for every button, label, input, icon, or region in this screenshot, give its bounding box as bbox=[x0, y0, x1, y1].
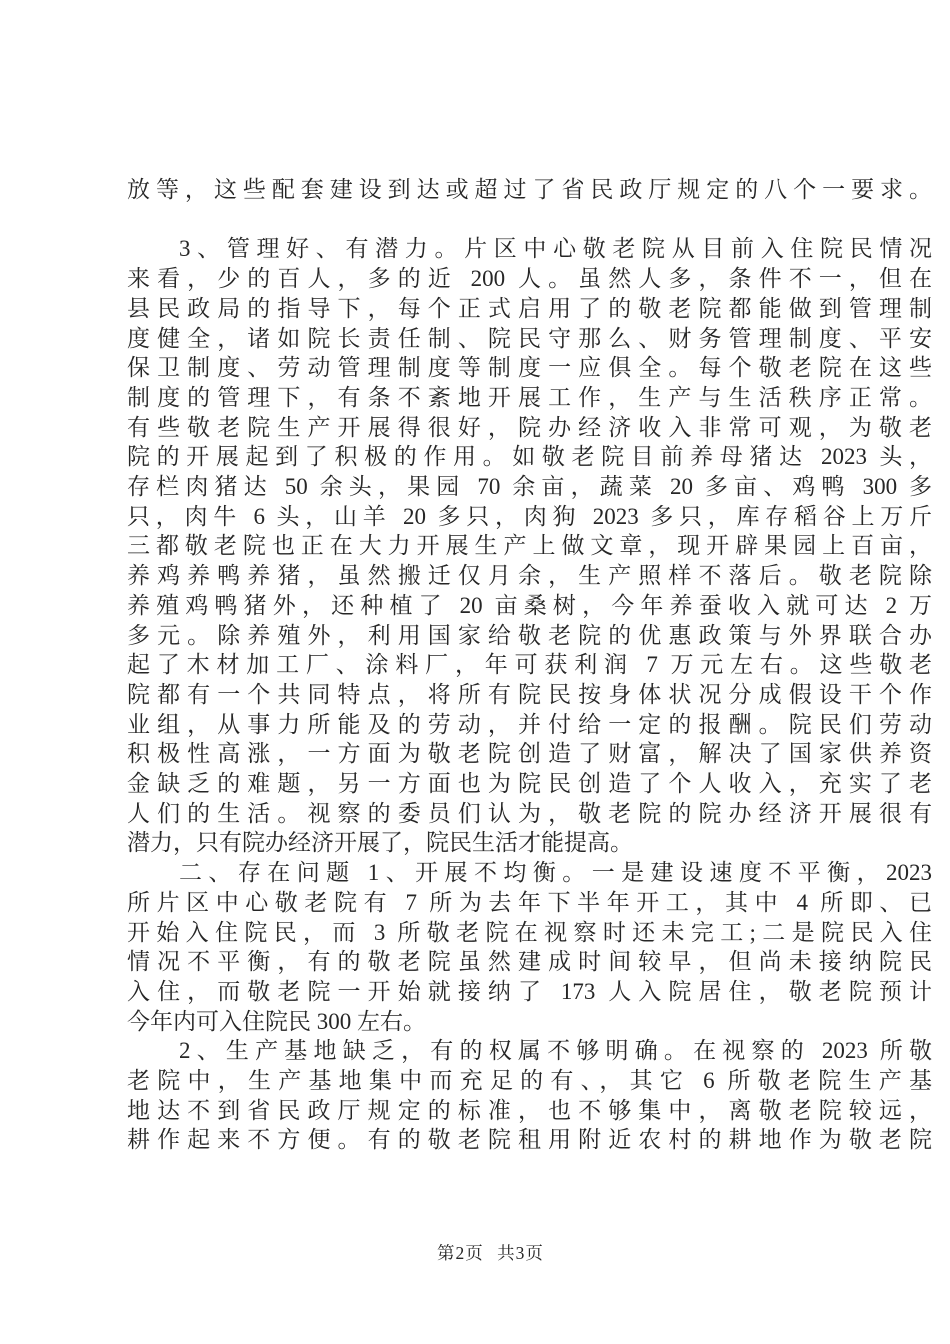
text-line: 院的开展起到了积极的作用。如敬老院目前养母猪达 2023 头， bbox=[127, 444, 932, 470]
text-line: 县民政局的指导下，每个正式启用了的敬老院都能做到管理制 bbox=[127, 295, 932, 321]
text-line: 来看，少的百人，多的近 200 人。虽然人多，条件不一，但在 bbox=[127, 266, 932, 292]
blank-line bbox=[127, 205, 932, 235]
text-line: 今年内可入住院民 300 左右。 bbox=[127, 1008, 426, 1034]
text-line: 有些敬老院生产开展得很好，院办经济收入非常可观，为敬老 bbox=[127, 414, 932, 440]
text-line: 养鸡养鸭养猪，虽然搬迁仅月余，生产照样不落后。敬老院除 bbox=[127, 563, 932, 589]
text-line: 人们的生活。视察的委员们认为，敬老院的院办经济开展很有 bbox=[127, 800, 932, 826]
page-body-text bbox=[127, 175, 932, 1155]
paragraph bbox=[127, 858, 932, 1036]
text-line: 耕作起来不方便。有的敬老院租用附近农村的耕地作为敬老院 bbox=[127, 1127, 932, 1153]
text-line: 积极性高涨，一方面为敬老院创造了财富，解决了国家供养资 bbox=[127, 741, 932, 767]
text-line: 三都敬老院也正在大力开展生产上做文章，现开辟果园上百亩， bbox=[127, 533, 932, 559]
page-footer bbox=[437, 1242, 544, 1264]
text-line: 业组，从事力所能及的劳动，并付给一定的报酬。院民们劳动 bbox=[127, 711, 932, 737]
text-line: 存栏肉猪达 50 余头，果园 70 余亩，蔬菜 20 多亩、鸡鸭 300 多 bbox=[127, 474, 932, 500]
text-line: 3、管理好、有潜力。片区中心敬老院从目前入住院民情况 bbox=[179, 236, 932, 262]
paragraph bbox=[127, 175, 932, 205]
text-line: 潜力，只有院办经济开展了，院民生活才能提高。 bbox=[127, 830, 633, 856]
text-line: 二、存在问题 1、开展不均衡。一是建设速度不平衡，2023 bbox=[179, 860, 932, 886]
text-line: 入住，而敬老院一开始就接纳了 173 人入院居住，敬老院预计 bbox=[127, 978, 932, 1004]
text-line: 情况不平衡，有的敬老院虽然建成时间较早，但尚未接纳院民 bbox=[127, 949, 932, 975]
page-number-indicator: 第2页 共3页 bbox=[437, 1243, 544, 1263]
text-line: 只，肉牛 6 头，山羊 20 多只，肉狗 2023 多只，库存稻谷上万斤 bbox=[127, 503, 932, 529]
text-line: 起了木材加工厂、涂料厂，年可获利润 7 万元左右。这些敬老 bbox=[127, 652, 933, 678]
text-line: 放等，这些配套建设到达或超过了省民政厅规定的八个一要求。 bbox=[127, 177, 932, 202]
paragraph bbox=[127, 1036, 932, 1155]
text-line: 2、生产基地缺乏，有的权属不够明确。在视察的 2023 所敬 bbox=[179, 1038, 932, 1064]
text-line: 地达不到省民政厅规定的标准，也不够集中，离敬老院较远， bbox=[127, 1097, 932, 1123]
paragraph bbox=[127, 205, 932, 235]
text-line: 金缺乏的难题，另一方面也为院民创造了个人收入，充实了老 bbox=[127, 771, 932, 797]
text-line: 多元。除养殖外，利用国家给敬老院的优惠政策与外界联合办 bbox=[127, 622, 932, 648]
paragraph bbox=[127, 234, 932, 858]
text-line: 所片区中心敬老院有 7 所为去年下半年开工，其中 4 所即、已 bbox=[127, 889, 932, 915]
text-line: 养殖鸡鸭猪外，还种植了 20 亩桑树，今年养蚕收入就可达 2 万 bbox=[127, 592, 932, 618]
text-line: 制度的管理下，有条不紊地开展工作，生产与生活秩序正常。 bbox=[127, 384, 932, 410]
text-line: 开始入住院民，而 3 所敬老院在视察时还未完工;二是院民入住 bbox=[127, 919, 932, 945]
text-line: 度健全，诸如院长责任制、院民守那么、财务管理制度、平安 bbox=[127, 325, 932, 351]
text-line: 保卫制度、劳动管理制度等制度一应俱全。每个敬老院在这些 bbox=[127, 355, 932, 381]
text-line: 老院中，生产基地集中而充足的有、，其它 6 所敬老院生产基 bbox=[127, 1068, 933, 1094]
text-line: 院都有一个共同特点，将所有院民按身体状况分成假设干个作 bbox=[127, 681, 932, 707]
